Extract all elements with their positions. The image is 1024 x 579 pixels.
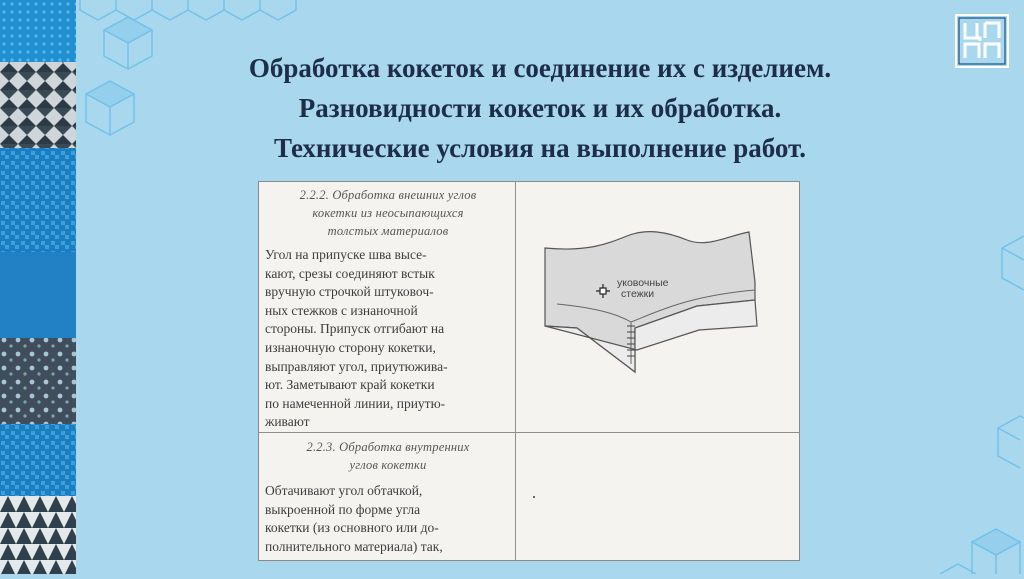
heading-line: кокетки из неосыпающихся (312, 206, 464, 220)
section-heading (265, 186, 511, 240)
heading-line: 2.2.2. Обработка внешних углов (299, 188, 477, 202)
scan-speck (533, 496, 535, 498)
decorative-pattern-strip (0, 0, 76, 574)
pattern-strip-graphic (0, 0, 76, 574)
table-divider-vertical (515, 182, 516, 560)
body-line: живают (265, 414, 310, 430)
sketch-label-line: стежки (621, 288, 655, 300)
section-body (265, 246, 511, 432)
body-line: по намеченной линии, приутю- (265, 395, 446, 411)
section-body (265, 482, 511, 556)
heading-line: углов кокетки (349, 458, 427, 472)
section-internal-corners (265, 438, 511, 556)
body-line: ных стежков с изнаночной (265, 302, 418, 318)
body-line: выправляют угол, приутюжива- (265, 358, 448, 374)
body-line: кают, срезы соединяют встык (265, 265, 435, 281)
body-line: вручную строчкой штуковоч- (265, 284, 434, 300)
body-line: Обтачивают угол обтачкой, (265, 483, 423, 498)
yoke-corner-sketch (527, 222, 787, 422)
body-line: Угол на припуске шва высе- (265, 247, 427, 262)
body-line: кокетки (из основного или до- (265, 520, 439, 536)
sketch-label (617, 278, 669, 300)
sketch-label-line: уковочные (617, 277, 669, 289)
title-line-3: Технические условия на выполнение работ. (273, 133, 807, 163)
title-line-2: Разновидности кокеток и их обработка. (298, 93, 782, 123)
cpp-logo-icon (955, 14, 1009, 68)
title-line-1: Обработка кокеток и соединение их с изделием. (248, 53, 832, 83)
section-external-corners (265, 186, 511, 432)
logo-graphic (955, 14, 1009, 68)
body-line: изнаночную сторону кокетки, (265, 339, 436, 355)
heading-line: 2.2.3. Обработка внутренних (306, 440, 470, 454)
body-line: ют. Заметывают край кокетки (265, 377, 435, 393)
heading-line: толстых материалов (327, 224, 449, 238)
body-line: выкроенной по форме угла (265, 501, 421, 517)
slide-title (150, 48, 930, 168)
scanned-document (258, 181, 800, 561)
body-line: полнительного материала) так, (265, 538, 443, 554)
body-line: стороны. Припуск отгибают на (265, 321, 445, 337)
section-heading (265, 438, 511, 474)
table-divider-horizontal (259, 432, 799, 433)
